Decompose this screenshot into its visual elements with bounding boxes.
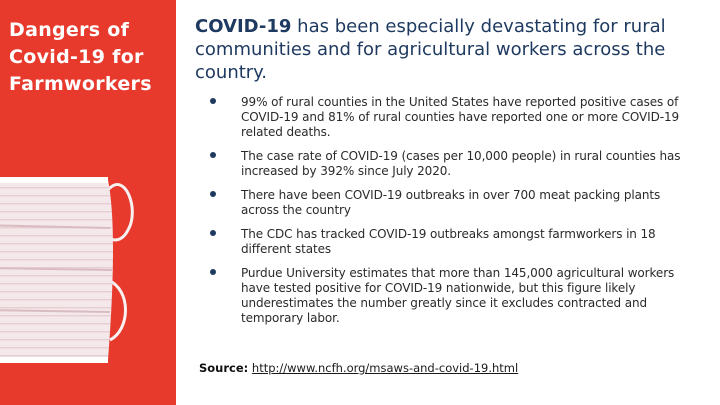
source-label: Source: [199,361,249,375]
sidebar-title-line-3: Farmworkers [9,73,152,95]
sidebar-title [9,17,152,98]
bullet-item [195,227,700,257]
bullet-text: The case rate of COVID-19 (cases per 10,000 people) in rural counties has increased by 392% since July 2020. [241,149,681,178]
headline [195,15,700,84]
sidebar-panel [0,0,176,405]
bullet-text: There have been COVID-19 outbreaks in over 700 meat packing plants across the country [241,188,661,217]
sidebar-title-line-2: Covid-19 for [9,46,144,68]
bullet-item [195,188,700,218]
bullet-dot-icon [210,269,216,275]
bullet-text: 99% of rural counties in the United States have reported positive cases of COVID-19 and 81% of rural counties have reported one or more COVID-19 related deaths. [241,95,680,139]
main-content [195,15,700,335]
headline-text: has been especially devastating for rural communities and for agricultural workers across the country. [195,16,666,83]
bullet-dot-icon [210,191,216,197]
source-citation [199,361,518,376]
sidebar-title-line-1: Dangers of [9,19,130,41]
bullet-item [195,95,700,140]
face-mask-image [0,150,176,405]
headline-bold: COVID-19 [195,16,292,37]
source-link[interactable]: http://www.ncfh.org/msaws-and-covid-19.html [251,361,519,375]
bullet-dot-icon [210,230,216,236]
bullet-item [195,149,700,179]
bullet-item [195,266,700,326]
bullet-dot-icon [210,98,216,104]
bullet-list [195,95,700,326]
bullet-dot-icon [210,152,216,158]
bullet-text: Purdue University estimates that more than 145,000 agricultural workers have tested positive for COVID-19 nationwide, but this figure likely underestimates the number greatly since it excludes contracted and temporary labor. [241,266,675,325]
bullet-text: The CDC has tracked COVID-19 outbreaks amongst farmworkers in 18 different states [241,227,656,256]
